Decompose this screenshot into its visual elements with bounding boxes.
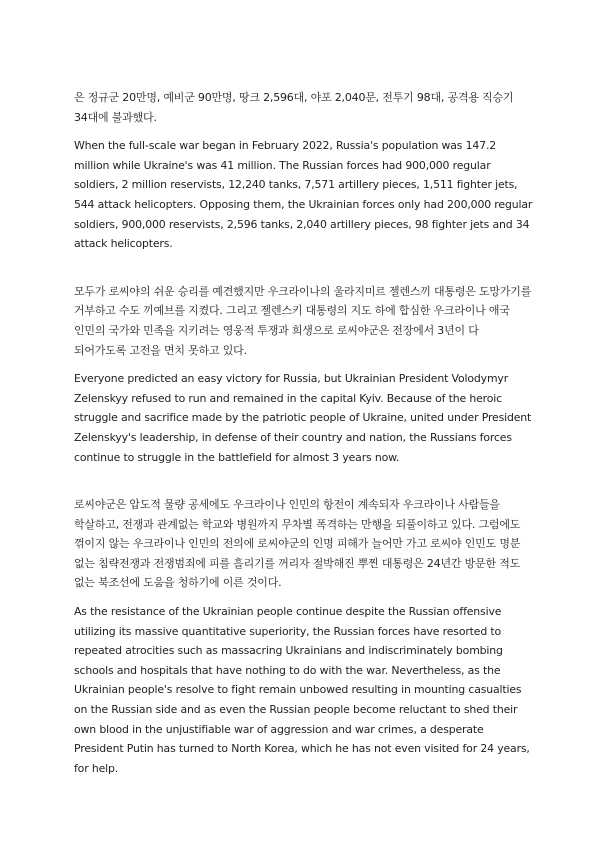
spacer <box>74 593 534 602</box>
english-paragraph-3: As the resistance of the Ukrainian people continue despite the Russian offensive utilizing its massive quantitative superiority, the Russian forces have resorted to repeated atrocities such as massacring Ukrainians and indiscriminately bombing schools and hospitals that have nothing to do with the war. Nevertheless, as the Ukrainian people's resolve to fight remain unbowed resulting in mounting casualties on the Russian side and as even the Russian people become reluctant to shed their own blood in the unjustifiable war of aggression and war crimes, a desperate President Putin has turned to North Korea, which he has not even visited for 24 years, for help. <box>74 605 530 775</box>
section-spacer <box>74 254 534 282</box>
section-spacer <box>74 467 534 495</box>
korean-paragraph-1: 은 정규군 20만명, 예비군 90만명, 땅크 2,596대, 야포 2,040문, 전투기 98대, 공격용 직승기 34대에 불과했다. <box>74 91 514 124</box>
spacer <box>74 360 534 369</box>
korean-paragraph-3: 로씨야군은 압도적 물량 공세에도 우크라이나 인민의 항전이 계속되자 우크라이나 사람들을 학살하고, 전쟁과 관계없는 학교와 병원까지 무차별 폭격하는 만행을 되풀이하고 있다. 그럼에도 꺾이지 않는 우크라이나 인민의 전의에 로씨야군의 인명 피해가 늘어만 가고 로씨야 인민도 명분 없는 침략전쟁과 전쟁범죄에 피를 흘리기를 꺼리자 절박해진 뿌찐 대통령은 24년간 방문한 적도 없는 북조선에 도움을 청하기에 이른 것이다. <box>74 498 521 590</box>
english-paragraph-2: Everyone predicted an easy victory for Russia, but Ukrainian President Volodymyr Zelenskyy refused to run and remained in the capital Kyiv. Because of the heroic struggle and sacrifice made by the patriotic people of Ukraine, united under President Zelenskyy's leadership, in defense of their country and nation, the Russians forces continue to struggle in the battlefield for almost 3 years now. <box>74 372 532 464</box>
document-page <box>74 88 534 778</box>
english-paragraph-1: When the full-scale war began in February 2022, Russia's population was 147.2 million while Ukraine's was 41 million. The Russian forces had 900,000 regular soldiers, 2 million reservists, 12,240 tanks, 7,571 artillery pieces, 1,511 fighter jets, 544 attack helicopters. Opposing them, the Ukrainian forces only had 200,000 regular soldiers, 900,000 reservists, 2,596 tanks, 2,040 artillery pieces, 98 fighter jets and 34 attack helicopters. <box>74 139 533 251</box>
spacer <box>74 127 534 136</box>
korean-paragraph-2: 모두가 로씨야의 쉬운 승리를 예견했지만 우크라이나의 울라지미르 젤렌스끼 대통령은 도망가기를 거부하고 수도 끼예브를 지켰다. 그리고 젤렌스키 대통령의 지도 하에 합심한 우크라이나 애국 인민의 국가와 민족을 지키려는 영웅적 투쟁과 희생으로 로씨야군은 전장에서 3년이 다 되어가도록 고전을 면치 못하고 있다. <box>74 284 532 357</box>
